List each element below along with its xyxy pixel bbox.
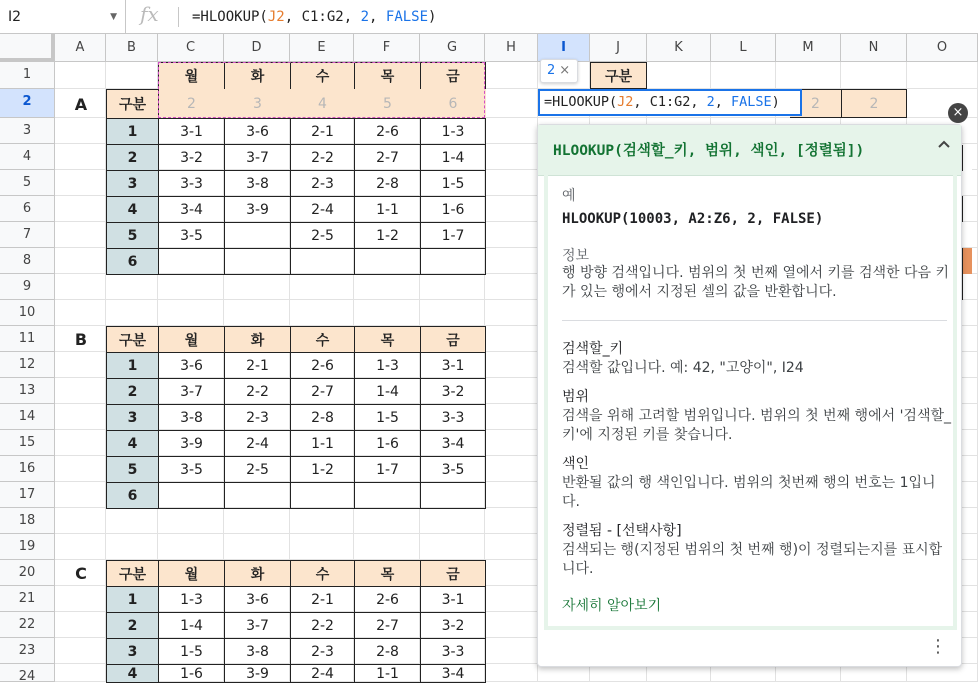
table-cell[interactable]: 3-4 <box>420 664 486 683</box>
formula-sep: , <box>633 94 650 110</box>
row-header-16[interactable] <box>0 456 55 482</box>
formula-help-footer <box>538 630 961 666</box>
table-cell[interactable]: 2-3 <box>290 170 355 197</box>
formula-arg-search-key: J2 <box>267 9 285 25</box>
formula-sep: , <box>714 94 731 110</box>
table-cell[interactable]: 3-1 <box>420 586 486 613</box>
day-header[interactable]: 월 <box>158 326 225 353</box>
row-number: 14 <box>18 409 36 424</box>
table-cell[interactable]: 1-2 <box>290 456 355 483</box>
cell-j1[interactable]: 구분 <box>590 62 647 89</box>
name-box[interactable] <box>0 0 126 34</box>
table-cell[interactable]: 2-7 <box>354 144 421 171</box>
chevron-down-icon[interactable]: ▼ <box>110 12 117 22</box>
table-cell[interactable]: 1-4 <box>354 378 421 405</box>
table-cell[interactable] <box>420 248 486 275</box>
table-cell[interactable]: 2-4 <box>290 664 355 683</box>
row-header-24[interactable] <box>0 664 55 682</box>
formula-suffix: ) <box>428 9 437 25</box>
row-id-cell[interactable]: 1 <box>106 118 159 145</box>
row-number: 18 <box>18 513 36 528</box>
table-cell[interactable]: 3-9 <box>224 664 291 683</box>
row-header-4[interactable] <box>0 144 55 170</box>
table-cell[interactable]: 2-8 <box>354 170 421 197</box>
table-cell[interactable]: 3-9 <box>158 430 225 457</box>
column-header-i[interactable]: I <box>538 34 590 62</box>
example-label: 예 <box>562 188 576 204</box>
formula-input[interactable] <box>192 0 436 34</box>
row-header-17[interactable] <box>0 482 55 508</box>
row-header-11[interactable] <box>0 326 55 352</box>
row-number: 8 <box>22 253 32 268</box>
formula-prefix: =HLOOKUP( <box>192 9 268 25</box>
row-number: 17 <box>18 487 36 502</box>
table-cell[interactable]: 1-4 <box>420 144 486 171</box>
column-header-k[interactable]: K <box>647 34 711 62</box>
gubun-header[interactable]: 구분 <box>106 89 159 119</box>
formula-help-header[interactable] <box>538 125 961 176</box>
formula-arg-sorted: FALSE <box>385 9 429 25</box>
row-number: 24 <box>18 669 36 684</box>
column-header-j[interactable]: J <box>590 34 647 62</box>
row-number: 4 <box>22 149 32 164</box>
row-id-cell[interactable]: 2 <box>106 378 159 405</box>
table-cell[interactable]: 2-1 <box>290 118 355 145</box>
row-id-cell[interactable]: 3 <box>106 404 159 431</box>
formula-sep: , <box>690 94 707 110</box>
row-id-cell[interactable]: 2 <box>106 144 159 171</box>
row-header-13[interactable] <box>0 378 55 404</box>
section-label-b[interactable]: B <box>74 330 88 349</box>
row-header-20[interactable] <box>0 560 55 586</box>
table-cell[interactable]: 1-3 <box>420 118 486 145</box>
table-cell[interactable]: 3-8 <box>158 404 225 431</box>
fx-icon: fx <box>140 2 159 26</box>
table-cell[interactable] <box>290 248 355 275</box>
table-cell[interactable] <box>224 248 291 275</box>
row-id-cell[interactable]: 4 <box>106 196 159 223</box>
table-cell[interactable]: 2-3 <box>290 638 355 665</box>
formula-prefix: =HLOOKUP( <box>544 94 618 110</box>
row-header-9[interactable] <box>0 274 55 300</box>
table-cell[interactable]: 3-7 <box>158 378 225 405</box>
table-cell[interactable]: 3-3 <box>420 638 486 665</box>
formula-sep: , <box>284 9 302 25</box>
column-header-h[interactable]: H <box>485 34 538 62</box>
table-cell[interactable] <box>290 482 355 509</box>
table-cell[interactable]: 3-3 <box>420 404 486 431</box>
table-cell[interactable]: 2-2 <box>224 378 291 405</box>
row-number: 11 <box>18 331 36 346</box>
formula-sep: , <box>369 9 386 25</box>
formula-help-title: HLOOKUP(검색할_키, 범위, 색인, [정렬됨]) <box>553 143 865 159</box>
table-cell[interactable] <box>158 248 225 275</box>
table-cell[interactable]: 1-3 <box>354 352 421 379</box>
table-cell[interactable]: 3-1 <box>420 352 486 379</box>
table-cell[interactable] <box>354 248 421 275</box>
table-cell[interactable]: 3-4 <box>420 430 486 457</box>
row-number: 12 <box>18 357 36 372</box>
row-number: 23 <box>18 643 36 658</box>
row-number: 21 <box>18 591 36 606</box>
table-cell[interactable]: 3-5 <box>158 222 225 249</box>
day-header[interactable]: 목 <box>354 326 421 353</box>
row-number: 2 <box>22 94 32 109</box>
row-number: 6 <box>22 201 32 216</box>
row-number: 3 <box>22 123 32 138</box>
chevron-up-icon[interactable] <box>937 137 951 155</box>
column-header-o[interactable]: O <box>907 34 978 62</box>
row-header-6[interactable] <box>0 196 55 222</box>
table-cell[interactable]: 3-9 <box>224 196 291 223</box>
row-header-5[interactable] <box>0 170 55 196</box>
row-number: 9 <box>22 279 32 294</box>
arg-name: 범위 <box>562 389 590 405</box>
cell-n2[interactable]: 2 <box>841 89 907 118</box>
table-cell[interactable]: 3-4 <box>158 196 225 223</box>
section-label-c[interactable]: C <box>75 564 87 583</box>
name-box-value: I2 <box>8 9 22 25</box>
column-header-b[interactable]: B <box>106 34 158 62</box>
day-header[interactable]: 화 <box>224 62 291 90</box>
info-text: 행 방향 검색입니다. 범위의 첫 번째 열에서 키를 검색한 다음 키가 있는 행에서 지정된 셀의 값을 반환합니다. <box>562 265 950 300</box>
table-cell[interactable]: 2-3 <box>224 404 291 431</box>
formula-arg-index: 2 <box>706 94 715 110</box>
day-header[interactable]: 화 <box>224 560 291 587</box>
table-cell[interactable] <box>224 222 291 249</box>
row-id-cell[interactable]: 3 <box>106 638 159 665</box>
table-cell[interactable]: 2-2 <box>290 612 355 639</box>
row-header-21[interactable] <box>0 586 55 612</box>
formula-bar-divider <box>178 7 179 27</box>
table-cell[interactable]: 3-2 <box>158 144 225 171</box>
row-id-cell[interactable]: 2 <box>106 612 159 639</box>
table-cell[interactable]: 1-5 <box>158 638 225 665</box>
table-cell[interactable]: 1-6 <box>420 196 486 223</box>
table-cell[interactable]: 3-7 <box>224 144 291 171</box>
table-cell[interactable]: 1-1 <box>354 196 421 223</box>
row-number: 5 <box>22 175 32 190</box>
column-header-l[interactable]: L <box>711 34 776 62</box>
row-header-23[interactable] <box>0 638 55 664</box>
row-id-cell[interactable]: 1 <box>106 586 159 613</box>
arg-desc: 검색할 값입니다. 예: 42, "고양이", I24 <box>562 360 804 376</box>
cell-m2[interactable]: 2 <box>790 89 841 118</box>
lookup-number-cell[interactable]: 4 <box>290 89 355 119</box>
table-cell[interactable]: 2-1 <box>290 586 355 613</box>
gubun-header[interactable]: 구분 <box>106 326 159 353</box>
day-header[interactable]: 금 <box>420 560 486 587</box>
table-cell[interactable]: 2-5 <box>290 222 355 249</box>
row-id-cell[interactable]: 5 <box>106 222 159 249</box>
table-cell[interactable]: 1-5 <box>420 170 486 197</box>
row-header-10[interactable] <box>0 300 55 326</box>
column-header-c[interactable]: C <box>158 34 224 62</box>
formula-bar <box>0 0 978 34</box>
formula-help-body <box>544 175 957 630</box>
row-number: 19 <box>18 539 36 554</box>
column-header-n[interactable]: N <box>841 34 907 62</box>
lookup-number-cell[interactable]: 5 <box>354 89 421 119</box>
row-id-cell[interactable]: 4 <box>106 664 159 683</box>
table-cell[interactable]: 1-4 <box>158 612 225 639</box>
formula-arg-range: C1:G2 <box>649 94 691 110</box>
table-cell[interactable]: 3-5 <box>158 456 225 483</box>
formula-arg-sorted: FALSE <box>731 94 772 110</box>
table-cell[interactable]: 3-1 <box>158 118 225 145</box>
row-number: 7 <box>22 227 32 242</box>
formula-suffix: ) <box>771 94 780 110</box>
formula-arg-range: C1:G2 <box>301 9 344 25</box>
row-number: 22 <box>18 617 36 632</box>
day-header[interactable]: 월 <box>158 560 225 587</box>
table-cell[interactable]: 3-5 <box>420 456 486 483</box>
table-cell[interactable]: 1-3 <box>158 586 225 613</box>
row-number: 16 <box>18 461 36 476</box>
table-cell[interactable] <box>224 482 291 509</box>
column-header-e[interactable]: E <box>290 34 354 62</box>
table-cell[interactable]: 2-8 <box>354 638 421 665</box>
table-cell[interactable]: 3-8 <box>224 638 291 665</box>
row-number: 20 <box>18 565 36 580</box>
table-cell[interactable]: 2-6 <box>290 352 355 379</box>
row-header-18[interactable] <box>0 508 55 534</box>
info-label: 정보 <box>562 248 590 264</box>
table-cell[interactable]: 1-5 <box>354 404 421 431</box>
table-cell[interactable]: 1-7 <box>420 222 486 249</box>
argument-chip-value: 2 <box>547 63 556 78</box>
more-options-icon[interactable]: ⋮ <box>929 636 947 657</box>
gubun-header[interactable]: 구분 <box>106 560 159 587</box>
table-cell[interactable]: 2-7 <box>354 612 421 639</box>
close-icon[interactable]: × <box>948 103 968 123</box>
row-number: 15 <box>18 435 36 450</box>
table-cell[interactable]: 2-6 <box>354 586 421 613</box>
row-id-cell[interactable]: 6 <box>106 482 159 509</box>
row-header-22[interactable] <box>0 612 55 638</box>
row-id-cell[interactable]: 1 <box>106 352 159 379</box>
day-header[interactable]: 월 <box>158 62 225 90</box>
table-cell[interactable]: 3-6 <box>158 352 225 379</box>
table-cell[interactable] <box>354 482 421 509</box>
row-id-cell[interactable]: 6 <box>106 248 159 275</box>
day-header[interactable]: 화 <box>224 326 291 353</box>
table-cell[interactable]: 2-6 <box>354 118 421 145</box>
row-number: 13 <box>18 383 36 398</box>
row-id-cell[interactable]: 3 <box>106 170 159 197</box>
column-header-m[interactable]: M <box>776 34 841 62</box>
argument-chip[interactable] <box>540 59 578 83</box>
table-cell[interactable]: 3-2 <box>420 378 486 405</box>
day-header[interactable]: 목 <box>354 62 421 90</box>
row-header-12[interactable] <box>0 352 55 378</box>
day-header[interactable]: 목 <box>354 560 421 587</box>
row-number: 10 <box>18 305 36 320</box>
table-cell[interactable]: 3-8 <box>224 170 291 197</box>
row-header-19[interactable] <box>0 534 55 560</box>
cell-peek <box>962 145 972 171</box>
example-code: HLOOKUP(10003, A2:Z6, 2, FALSE) <box>562 211 824 227</box>
column-header-g[interactable]: G <box>420 34 485 62</box>
formula-arg-search-key: J2 <box>617 94 634 110</box>
row-id-cell[interactable]: 5 <box>106 456 159 483</box>
section-label-a[interactable]: A <box>74 94 88 114</box>
cell-peek <box>962 248 972 274</box>
table-cell[interactable]: 1-7 <box>354 456 421 483</box>
table-cell[interactable]: 3-3 <box>158 170 225 197</box>
lookup-number-cell[interactable]: 6 <box>420 89 486 119</box>
day-header[interactable]: 수 <box>290 62 355 90</box>
table-cell[interactable]: 2-8 <box>290 404 355 431</box>
cell-editor-i2[interactable] <box>538 89 802 116</box>
row-header-8[interactable] <box>0 248 55 274</box>
help-divider <box>562 320 947 321</box>
table-cell[interactable]: 3-7 <box>224 612 291 639</box>
day-header[interactable]: 금 <box>420 326 486 353</box>
table-cell[interactable]: 2-4 <box>290 196 355 223</box>
table-cell[interactable]: 1-2 <box>354 222 421 249</box>
table-cell[interactable]: 3-6 <box>224 586 291 613</box>
row-id-cell[interactable]: 4 <box>106 430 159 457</box>
table-cell[interactable]: 1-6 <box>158 664 225 683</box>
table-cell[interactable]: 2-1 <box>224 352 291 379</box>
row-header-15[interactable] <box>0 430 55 456</box>
table-cell[interactable] <box>420 482 486 509</box>
cell-peek <box>962 274 972 300</box>
table-cell[interactable]: 2-5 <box>224 456 291 483</box>
formula-arg-index: 2 <box>360 9 370 25</box>
row-header-1[interactable] <box>0 62 55 89</box>
column-header-d[interactable]: D <box>224 34 290 62</box>
day-header[interactable]: 수 <box>290 560 355 587</box>
table-cell[interactable]: 2-2 <box>290 144 355 171</box>
day-header[interactable]: 수 <box>290 326 355 353</box>
day-header[interactable]: 금 <box>420 62 486 90</box>
table-cell[interactable]: 1-1 <box>354 664 421 683</box>
table-cell[interactable]: 1-1 <box>290 430 355 457</box>
arg-desc: 검색을 위해 고려할 범위입니다. 범위의 첫 번째 행에서 '검색할_키'에 지정된 키를 찾습니다. <box>562 408 951 443</box>
table-cell[interactable]: 3-6 <box>224 118 291 145</box>
column-header-f[interactable]: F <box>354 34 420 62</box>
arg-name: 색인 <box>562 456 590 472</box>
formula-sep: , <box>343 9 361 25</box>
row-header-2[interactable] <box>0 89 55 118</box>
close-icon[interactable]: × <box>559 63 571 78</box>
row-number: 1 <box>22 67 32 82</box>
formula-help-panel <box>537 124 962 667</box>
learn-more-link[interactable]: 자세히 알아보기 <box>562 598 662 614</box>
arg-desc: 검색되는 행(지정된 범위의 첫 번째 행)이 정렬되는지를 표시합니다. <box>562 542 943 577</box>
lookup-number-cell[interactable]: 3 <box>224 89 291 119</box>
arg-desc: 반환될 값의 행 색인입니다. 범위의 첫번째 행의 번호는 1입니다. <box>562 475 936 510</box>
table-cell[interactable]: 1-6 <box>354 430 421 457</box>
cell-peek <box>962 196 972 222</box>
lookup-number-cell[interactable]: 2 <box>158 89 225 119</box>
table-cell[interactable] <box>158 482 225 509</box>
select-all-corner[interactable] <box>0 34 55 62</box>
column-header-a[interactable]: A <box>55 34 106 62</box>
arg-name: 정렬됨 - [선택사항] <box>562 523 682 539</box>
table-cell[interactable]: 2-4 <box>224 430 291 457</box>
row-header-14[interactable] <box>0 404 55 430</box>
arg-name: 검색할_키 <box>562 341 624 357</box>
row-header-7[interactable] <box>0 222 55 248</box>
table-cell[interactable]: 3-2 <box>420 612 486 639</box>
table-cell[interactable]: 2-7 <box>290 378 355 405</box>
row-header-3[interactable] <box>0 118 55 144</box>
